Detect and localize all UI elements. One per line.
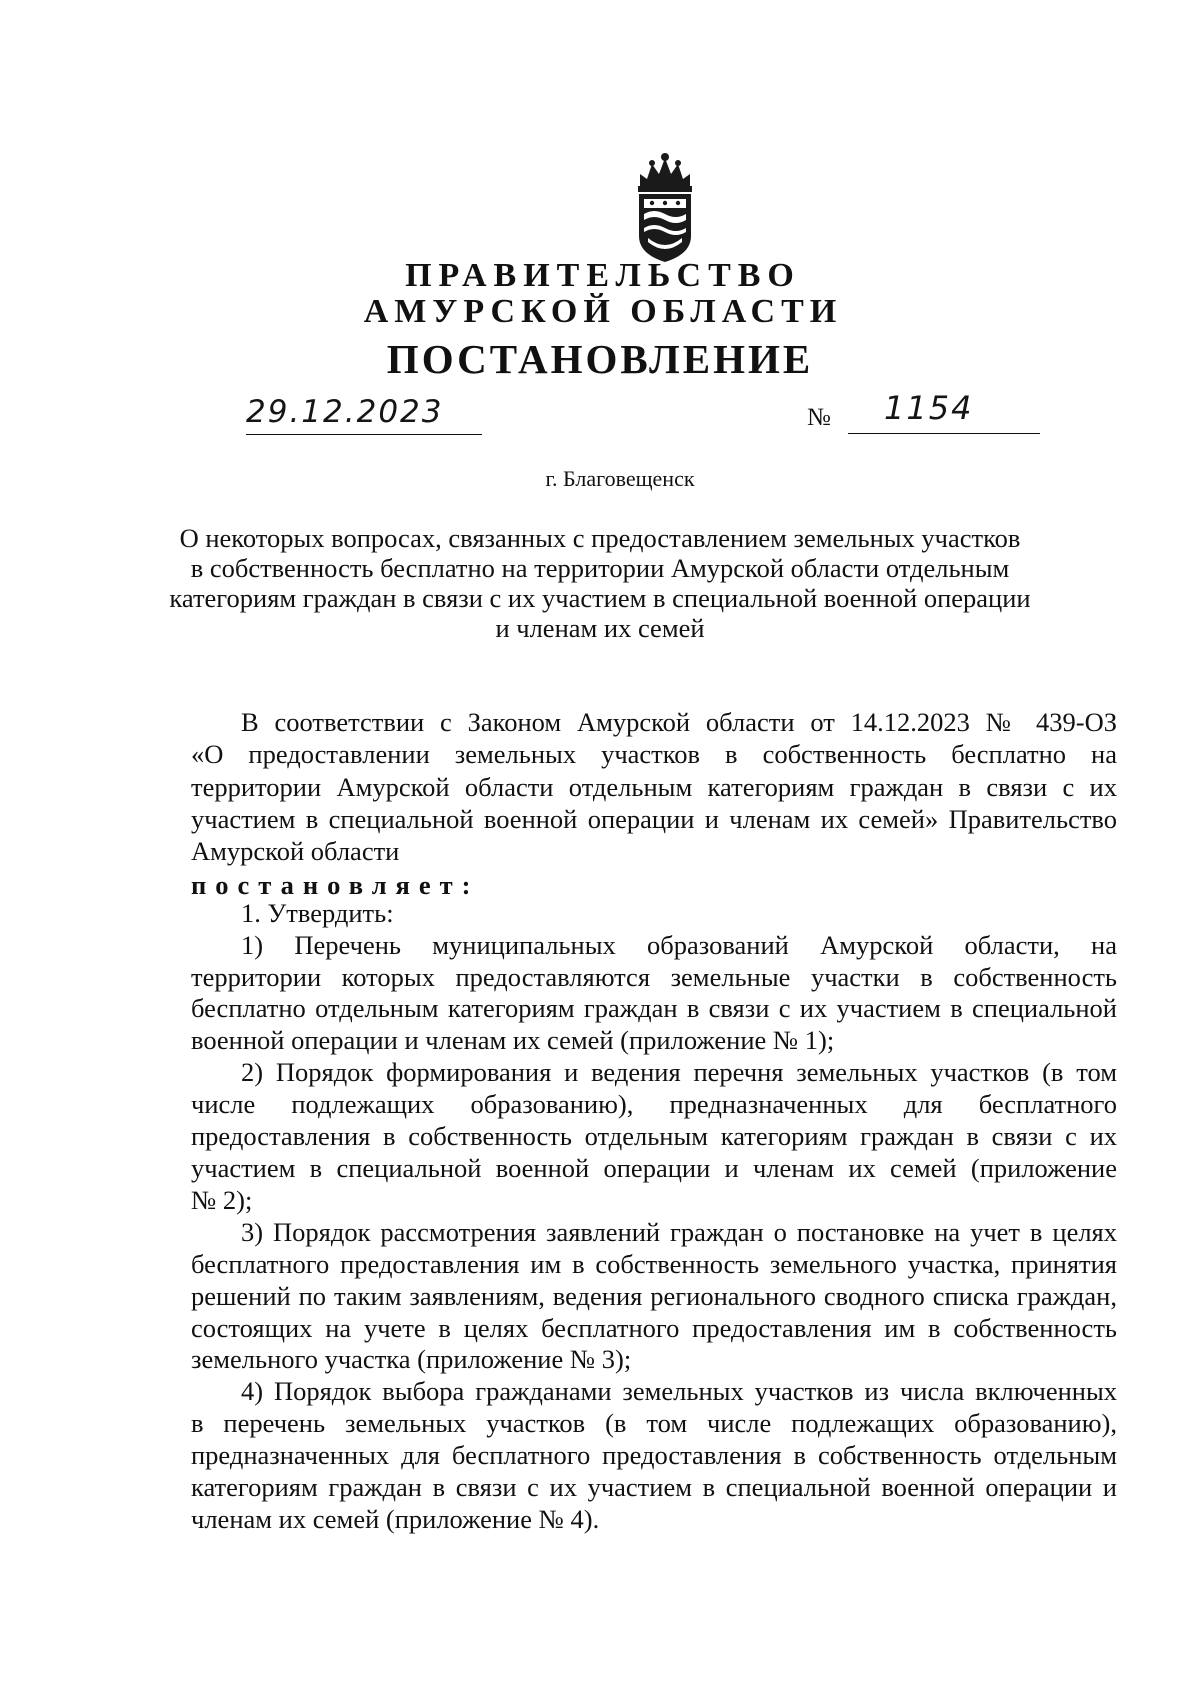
city-name: г. Благовещенск	[545, 466, 695, 491]
document-title-line: в собственность бесплатно на территории Амурской области отдельным	[190, 553, 1010, 583]
clause-heading: 1. Утвердить:	[241, 898, 394, 928]
item-2-line: № 2);	[191, 1185, 253, 1215]
item-3-line: бесплатного предоставления им в собственность земельного участка, принятия	[191, 1249, 1117, 1279]
item-4-line: предназначенных для бесплатного предоставления в собственность отдельным	[191, 1440, 1117, 1470]
item-4-line: 4) Порядок выбора гражданами земельных участков из числа включенных	[241, 1376, 1117, 1406]
item-3-line: состоящих на учете в целях бесплатного предоставления им в собственность	[191, 1313, 1117, 1343]
amur-oblast-coat-of-arms-icon	[632, 150, 698, 266]
item-2-line: участием в специальной военной операции и членам их семей (приложение	[191, 1153, 1117, 1183]
item-4-line: в перечень земельных участков (в том числе подлежащих образованию),	[191, 1408, 1117, 1438]
document-title-line: категориям граждан в связи с их участием в специальной военной операции	[169, 583, 1031, 613]
item-4-line: членам их семей (приложение № 4).	[191, 1504, 600, 1534]
resolves-word: постановляет:	[191, 870, 480, 900]
item-1-line: бесплатно отдельным категориям граждан в связи с их участием в специальной	[191, 993, 1117, 1023]
item-3-line: земельного участка (приложение № 3);	[191, 1344, 632, 1374]
preamble-line: территории Амурской области отдельным категориям граждан в связи с их	[191, 772, 1117, 802]
preamble-line: участием в специальной военной операции и членам их семей» Правительство	[191, 804, 1117, 834]
item-3-line: решений по таким заявлениям, ведения регионального сводного списка граждан,	[191, 1281, 1117, 1311]
item-3-line: 3) Порядок рассмотрения заявлений граждан о постановке на учет в целях	[241, 1217, 1117, 1247]
item-1-line: военной операции и членам их семей (приложение № 1);	[191, 1025, 835, 1055]
item-2-line: предоставления в собственность отдельным категориям граждан в связи с их	[191, 1121, 1117, 1151]
preamble-line: В соответствии с Законом Амурской области от 14.12.2023 № 439-ОЗ	[241, 707, 1117, 737]
date-underline	[246, 434, 482, 435]
item-2-line: числе подлежащих образованию), предназначенных для бесплатного	[191, 1089, 1117, 1119]
item-1-line: территории которых предоставляются земельные участки в собственность	[191, 962, 1117, 992]
number-sign: №	[807, 404, 831, 431]
government-name-line-2: АМУРСКОЙ ОБЛАСТИ	[363, 293, 843, 330]
item-4-line: категориям граждан в связи с их участием в специальной военной операции и	[191, 1472, 1117, 1502]
government-name-line-1: ПРАВИТЕЛЬСТВО	[405, 257, 801, 294]
preamble-line: Амурской области	[191, 836, 400, 866]
number-underline	[848, 433, 1040, 434]
handwritten-date: 29.12.2023	[246, 394, 444, 430]
document-title-line: и членам их семей	[495, 613, 705, 643]
document-title-line: О некоторых вопросах, связанных с предоставлением земельных участков	[179, 523, 1021, 553]
document-type-heading: ПОСТАНОВЛЕНИЕ	[386, 336, 814, 382]
preamble-line: «О предоставлении земельных участков в собственность бесплатно на	[191, 739, 1117, 769]
item-2-line: 2) Порядок формирования и ведения перечня земельных участков (в том	[241, 1057, 1117, 1087]
item-1-line: 1) Перечень муниципальных образований Амурской области, на	[241, 930, 1117, 960]
handwritten-document-number: 1154	[884, 389, 974, 427]
